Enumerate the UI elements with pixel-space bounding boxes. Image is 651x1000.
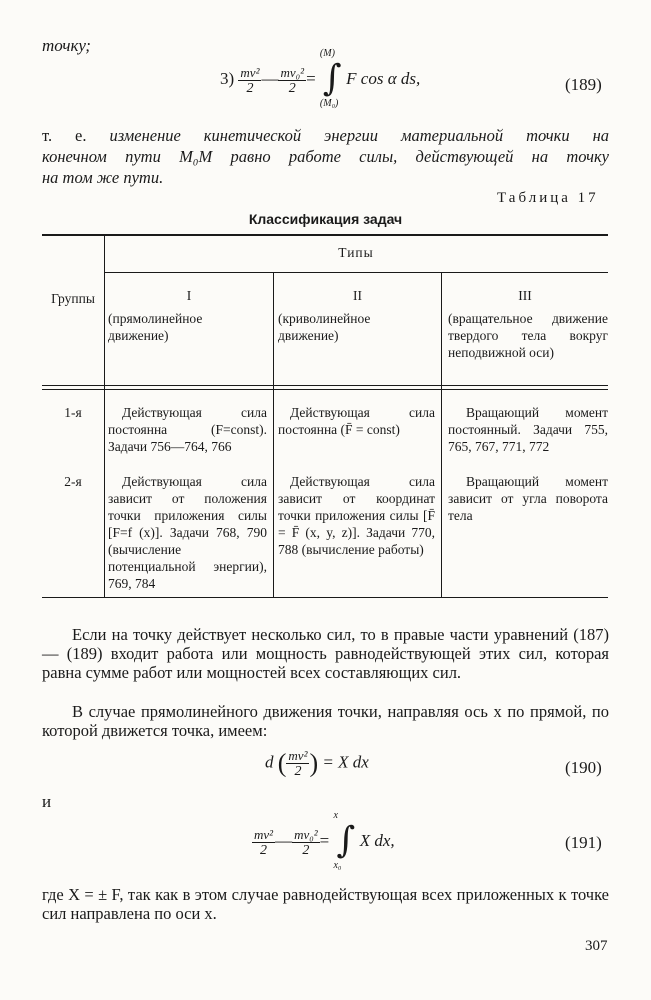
col3-desc: (вращательное движение твердого тела вокруг неподвижной оси) (448, 311, 608, 360)
equation-190 (265, 748, 369, 790)
table-header-rule-2 (42, 389, 608, 390)
eq189-equals: = (306, 68, 316, 88)
table-header-rule-1 (42, 385, 608, 386)
eq191-minus: — (275, 830, 293, 850)
eq191-fraction-2 (292, 827, 320, 858)
paragraph-resultant-work: Если на точку действует несколько сил, то в правые части уравнений (187) — (189) входит работа или мощность равнодействующей этих сил, которая равна сумме работ или мощностей всех составляющих сил. (42, 625, 609, 682)
page-number: 307 (585, 938, 608, 954)
eq190-num: mv² (288, 748, 308, 763)
row1-col1: Действующая сила постоянна (F=const). Задачи 756—764, 766 (108, 405, 267, 454)
eq191-num1: mv² (254, 826, 274, 842)
eq189-den2: 2 (288, 80, 296, 96)
table-vline-3 (441, 273, 442, 597)
row2-col3: Вращающий момент зависит от угла поворота тела (448, 474, 608, 523)
table-title: Классификация задач (248, 211, 403, 227)
table-bottom-rule (42, 597, 608, 598)
statement-line-2: конечном пути M₀M равно работе силы, действующей на точку (42, 147, 609, 166)
eq189-upper-limit: (M) (319, 48, 335, 59)
eq191-lower-limit: x₀ (333, 860, 342, 871)
eq190-rparen: ) (309, 748, 319, 778)
paragraph-resultant-direction: где X = ± F, так как в этом случае равнодействующая всех приложенных к точке сил направлена по оси x. (42, 885, 609, 923)
table-label: Таблица 17 (497, 190, 599, 206)
paragraph-rectilinear-motion: В случае прямолинейного движения точки, направляя ось x по прямой, по которой движется точка, имеем: (42, 702, 609, 740)
eq191-number: (191) (565, 833, 602, 852)
integral-sign-191: x ∫ x₀ (333, 810, 356, 871)
col2-desc: (криволинейное движение) (278, 311, 371, 343)
eq191-equals: = (319, 830, 330, 850)
row2-col1: Действующая сила зависит от положения точки приложения силы [F=f (x)]. Задачи 768, 790 (вычисление потенциальной энергии), 769, 784 (108, 474, 267, 591)
eq189-num1: mv² (240, 64, 260, 80)
types-header: Типы (338, 245, 374, 260)
row1-col3: Вращающий момент постоянный. Задачи 755, 765, 767, 771, 772 (448, 405, 608, 454)
eq190-rhs: = X dx (322, 752, 369, 772)
eq190-d: d (265, 752, 274, 772)
groups-header: Группы (51, 291, 95, 306)
integral-sign-189: (M) ∫ (M₀) (319, 48, 342, 109)
eq189-lower-limit: (M₀) (319, 98, 339, 109)
equation-191 (252, 810, 395, 874)
conjunction-and: и (42, 792, 52, 811)
eq189-num2: mv₀² (280, 64, 305, 80)
row1-col2: Действующая сила постоянна (F̄ = const) (278, 405, 435, 437)
table-types-rule (104, 272, 608, 273)
eq189-number: (189) (565, 75, 602, 94)
col1-roman: I (186, 288, 192, 303)
eq189-minus: — (261, 68, 279, 88)
eq190-number: (190) (565, 758, 602, 777)
row1-group: 1-я (64, 405, 82, 420)
col1-desc: (прямолинейное движение) (108, 311, 203, 343)
table-vline-2 (273, 273, 274, 597)
eq189-fraction-2 (278, 65, 306, 96)
col2-roman: II (353, 288, 362, 303)
eq191-upper-limit: x (333, 810, 338, 821)
eq191-den1: 2 (260, 842, 268, 858)
equation-189 (220, 48, 421, 118)
eq189-integrand: F cos α ds, (346, 68, 421, 88)
eq189-fraction-1 (238, 65, 261, 96)
eq190-lparen: ( (277, 748, 287, 778)
eq191-den2: 2 (302, 842, 310, 858)
row2-group: 2-я (64, 474, 82, 489)
col3-roman: III (518, 288, 532, 303)
eq189-den1: 2 (246, 80, 254, 96)
eq191-num2: mv₀² (294, 826, 318, 842)
statement-line-3: на том же пути. (42, 168, 164, 187)
statement-prefix: т. е. (42, 126, 87, 145)
eq191-integrand: X dx, (359, 830, 395, 850)
energy-theorem-statement (42, 125, 609, 188)
eq190-den: 2 (294, 764, 302, 779)
row2-col2: Действующая сила зависит от координат точки приложения силы [F̄ = F̄ (x, y, z)]. Задачи 770, 788 (вычисление работы) (278, 474, 435, 557)
lead-text: точку; (42, 36, 91, 55)
eq189-label: 3) (220, 68, 235, 88)
eq191-fraction-1 (252, 827, 275, 858)
eq190-fraction (286, 748, 309, 779)
statement-line-1: изменение кинетической энергии материальной точки на (109, 126, 610, 145)
table-top-rule (42, 234, 608, 236)
